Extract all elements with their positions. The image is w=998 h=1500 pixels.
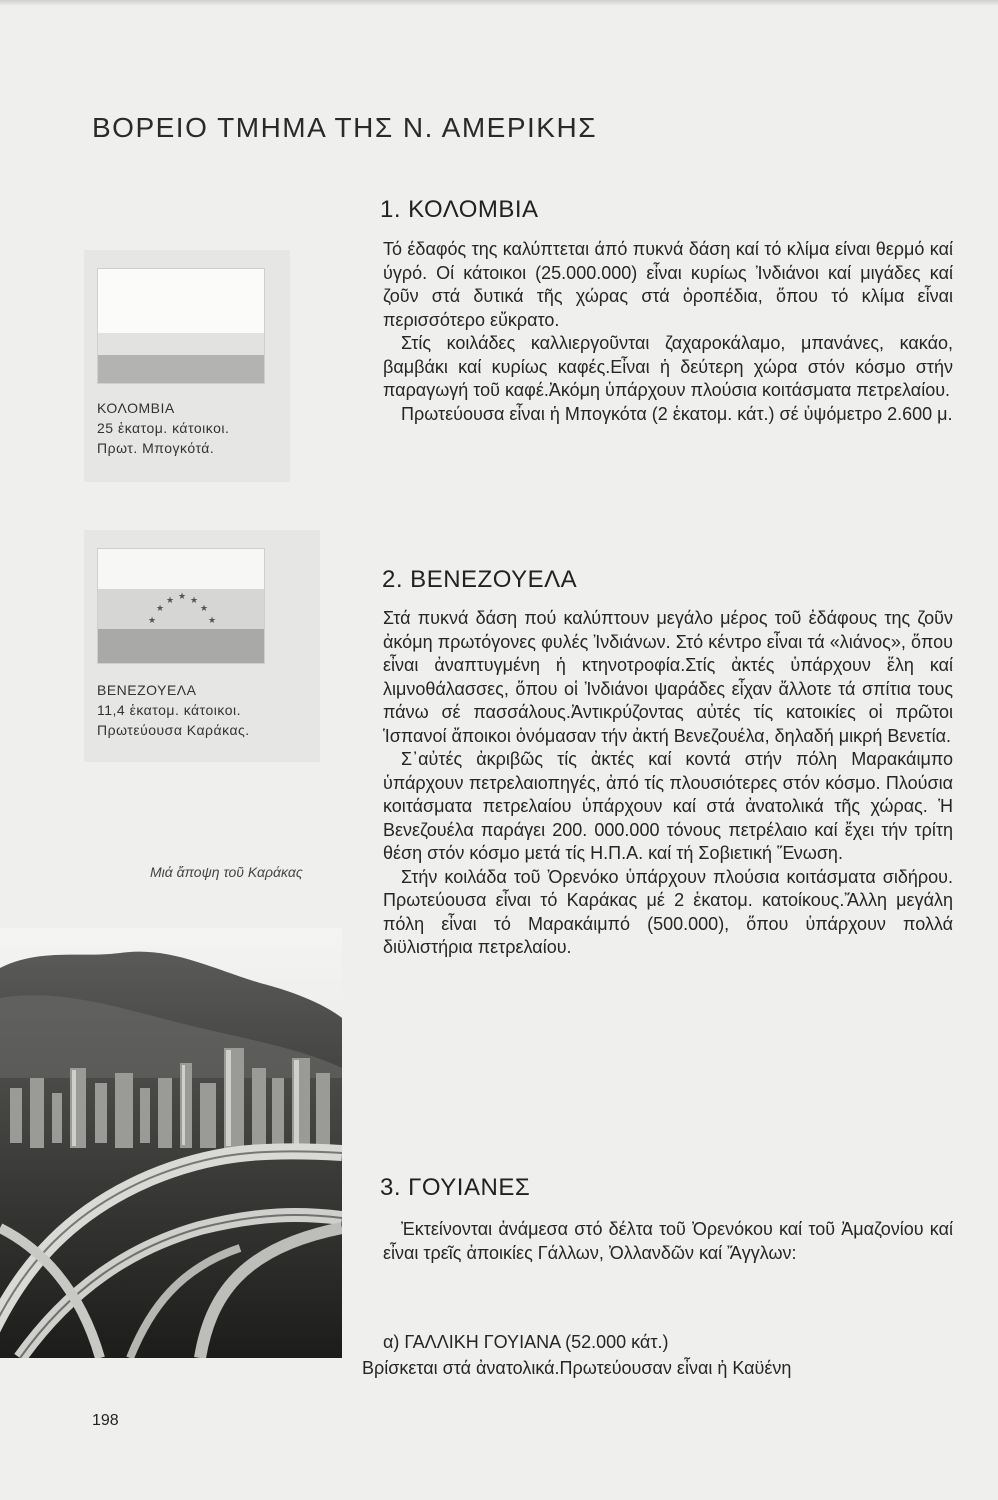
- venezuela-paragraph-1: Στά πυκνά δάση πού καλύπτουν μεγάλο μέρος τοῦ ἐδάφους της ζοῦν ἀκόμη πρωτόγονες φυλές Ἰνδιάνων. Στό κέντρο εἶναι τά «λιάνος», ὅπου εἶναι ἀναπτυγμένη ἡ κτηνοτροφία.Στίς ἀκτές ὑπάρχουν ἕλη καί λιμνοθάλασσες, ὅπου οἱ Ἰνδιάνοι ψαράδες εἶχαν ἄλλοτε τά σπίτια τους πάνω σέ πασσάλους.Ἀντικρύζοντας αὐτές τίς κατοικίες οἱ πρῶτοι Ἱσπανοί ἄποικοι ὀνόμασαν τήν ἀκτή Βενεζουέλα, δηλαδή μικρή Βενετία.: [383, 608, 953, 746]
- venezuela-paragraph-2: Σ᾽αὐτές ἀκριβῶς τίς ἀκτές καί κοντά στήν πόλη Μαρακάιμπο ὑπάρχουν πετρελαιοπηγές, ἀπό τίς πλουσιότερες στόν κόσμο. Πλούσια κοιτάσματα πετρελαίου ὑπάρχουν καί στά ἀνατολικά τῆς χώρας. Ἡ Βενεζουέλα παράγει 200. 000.000 τόνους πετρέλαιο καί ἔχει τήν τρίτη θέση στόν κόσμο μετά τίς Η.Π.Α. καί τή Σοβιετική Ἕνωση.: [383, 749, 953, 863]
- svg-text:★: ★: [200, 604, 209, 614]
- venezuela-flag-graphic: [98, 549, 264, 663]
- venezuela-caption-name: ΒΕΝΕΖΟΥΕΛΑ: [97, 682, 197, 698]
- french-guiana-block: [362, 1331, 953, 1380]
- french-guiana-label: α) ΓΑΛΛΙΚΗ ΓΟΥΙΑΝΑ: [383, 1332, 561, 1352]
- venezuela-caption-capital: Πρωτεύουσα Καράκας.: [97, 722, 250, 738]
- colombia-flag-graphic: [98, 269, 264, 383]
- colombia-caption-population: 25 ἑκατομ. κάτοικοι.: [97, 420, 230, 436]
- guianas-intro: [383, 1218, 953, 1265]
- french-guiana-heading-line: [362, 1331, 953, 1355]
- french-guiana-text: Βρίσκεται στά ἀνατολικά.Πρωτεύουσαν εἶναι ἡ Καϋένη: [362, 1357, 792, 1378]
- colombia-caption-name: ΚΟΛΟΜΒΙΑ: [97, 400, 175, 416]
- svg-text:★: ★: [178, 592, 187, 602]
- venezuela-heading: 2. ΒΕΝΕΖΟΥΕΛΑ: [382, 566, 578, 593]
- venezuela-flag-top-stripe: [98, 549, 264, 589]
- colombia-flag: [97, 268, 265, 384]
- colombia-flag-caption: [97, 398, 229, 458]
- page-number: 198: [92, 1412, 119, 1429]
- svg-text:★: ★: [156, 604, 165, 614]
- colombia-paragraph-2: Στίς κοιλάδες καλλιεργοῦνται ζαχαροκάλαμο, μπανάνες, κακάο, βαμβάκι καί κυρίως καφές.Εἶναι ἡ δεύτερη χώρα στόν κόσμο στήν παραγωγή τοῦ καφέ.Ἀκόμη ὑπάρχουν πλούσια κοιτάσματα πετρελαίου.: [383, 333, 953, 400]
- svg-text:★: ★: [166, 596, 175, 606]
- venezuela-paragraph-3: Στήν κοιλάδα τοῦ Ὀρενόκο ὑπάρχουν πλούσια κοιτάσματα σιδήρου. Πρωτεύουσα εἶναι τό Καράκας μέ 2 ἑκατομ. κατοίκους.Ἄλλη μεγάλη πόλη εἶναι τό Μαρακάιμπό (500.000), ὅπου ὑπάρχουν πολλά διϋλιστήρια πετρελαίου.: [383, 866, 953, 957]
- colombia-body: [383, 238, 953, 426]
- photo-caption: Μιά ἄποψη τοῦ Καράκας: [150, 864, 303, 880]
- colombia-paragraph-3: Πρωτεύουσα εἶναι ἡ Μπογκότα (2 ἑκατομ. κάτ.) σέ ὑψόμετρο 2.600 μ.: [401, 403, 953, 424]
- venezuela-flag: [97, 548, 265, 664]
- colombia-paragraph-1: Τό έδαφός της καλύπτεται άπό πυκνά δάση καί τό κλίμα είναι θερμό καί ύγρό. Οί κάτοικοι (25.000.000) εἶναι κυρίως Ἰνδιάνοι καί μιγάδες καί ζοῦν στά δυτικά τῆς χώρας στά ὀροπέδια, ὅπου τό κλίμα εἶναι περισσότερο εὔκρατο.: [383, 239, 953, 330]
- colombia-flag-top-stripe: [98, 269, 264, 333]
- colombia-caption-capital: Πρωτ. Μπογκότά.: [97, 440, 215, 456]
- guianas-heading: 3. ΓΟΥΙΑΝΕΣ: [380, 1174, 531, 1201]
- venezuela-flag-bottom-stripe: [98, 629, 264, 663]
- page-title: ΒΟΡΕΙΟ ΤΜΗΜΑ ΤΗΣ Ν. ΑΜΕΡΙΚΗΣ: [92, 112, 597, 143]
- page-edge: [0, 0, 998, 6]
- svg-text:★: ★: [208, 616, 217, 626]
- caracas-photo: [0, 928, 342, 1358]
- venezuela-body: [383, 607, 953, 960]
- venezuela-caption-population: 11,4 ἑκατομ. κάτοικοι.: [97, 702, 241, 718]
- venezuela-flag-caption: [97, 680, 250, 740]
- svg-text:★: ★: [148, 616, 157, 626]
- colombia-flag-middle-stripe: [98, 333, 264, 355]
- colombia-flag-bottom-stripe: [98, 355, 264, 383]
- colombia-heading: 1. ΚΟΛΟΜΒΙΑ: [380, 196, 539, 223]
- guianas-intro-paragraph: Ἐκτείνονται ἀνάμεσα στό δέλτα τοῦ Ὀρενόκου καί τοῦ Ἀμαζονίου καί εἶναι τρεῖς ἀποικίες Γάλλων, Ὀλλανδῶν καί Ἄγγλων:: [383, 1219, 953, 1263]
- svg-text:★: ★: [190, 596, 199, 606]
- french-guiana-population: (52.000 κάτ.): [560, 1332, 669, 1352]
- caracas-photo-graphic: [0, 928, 342, 1358]
